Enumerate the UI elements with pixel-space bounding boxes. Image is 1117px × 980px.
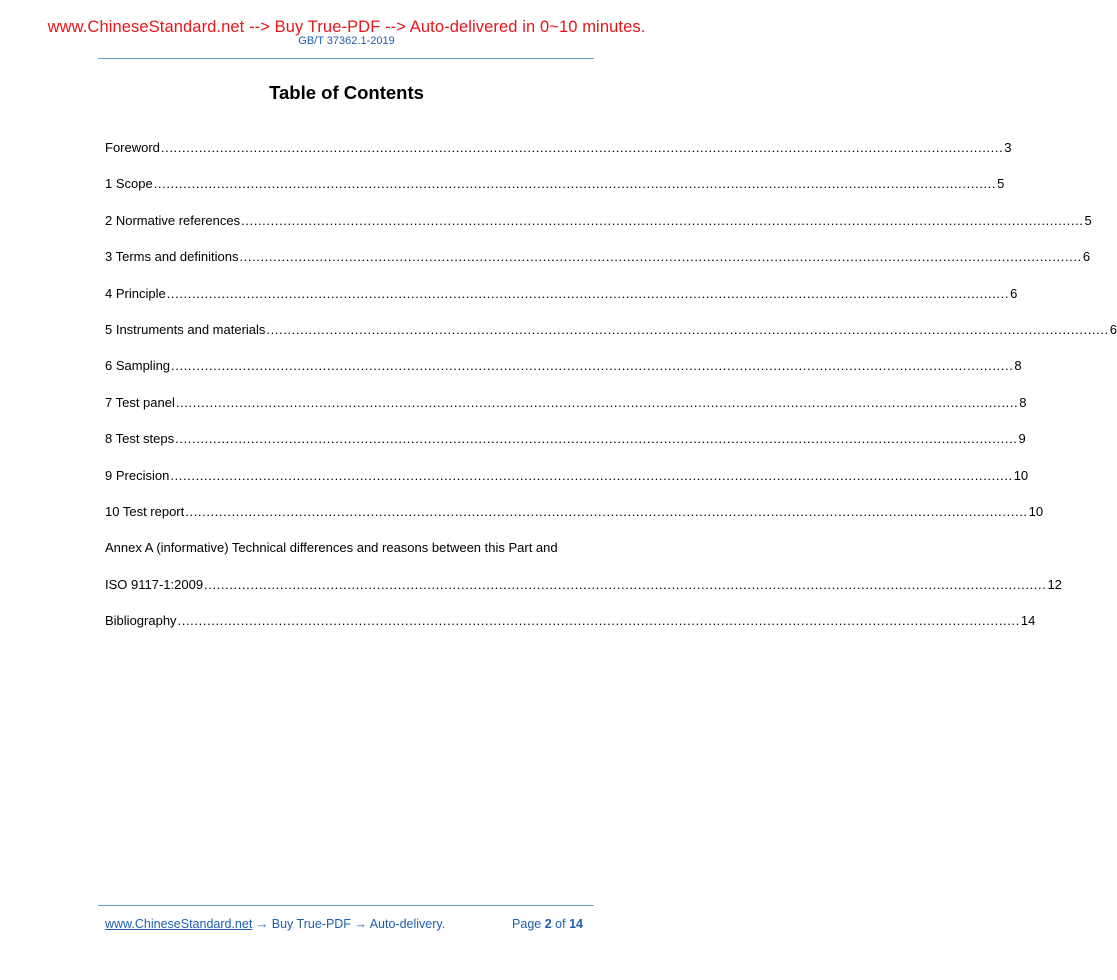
toc-entry[interactable] [105,285,1018,322]
page-label: Page [512,917,542,931]
toc-dot-leader: ........................................................................................................................................................................................................ [239,249,1082,265]
page-indicator [512,917,583,931]
toc-entry[interactable] [105,503,1044,540]
toc-entry-label: 9 Precision [105,467,170,483]
toc-dot-leader: ........................................................................................................................................................................................................ [204,576,1047,592]
toc-page-number: 5 [1084,212,1092,228]
toc-page-number: 5 [997,176,1005,192]
toc-entry-label: ISO 9117-1:2009 [105,576,204,592]
toc-page-number: 12 [1047,576,1062,592]
toc-dot-leader: ........................................................................................................................................................................................................ [160,140,1004,155]
toc-entry-label: 1 Scope [105,176,153,192]
toc-entry[interactable] [105,249,1091,285]
toc-dot-leader: ........................................................................................................................................................................................................ [153,176,997,192]
toc-entry-label: 5 Instruments and materials [105,321,266,337]
toc-entry[interactable] [105,140,1012,176]
footer-divider [98,905,594,906]
toc-dot-leader: ........................................................................................................................................................................................................ [177,613,1020,629]
toc-dot-leader: ........................................................................................................................................................................................................ [175,431,1018,447]
toc-dot-leader: ........................................................................................................................................................................................................ [241,212,1084,228]
toc-page-number: 10 [1028,503,1044,519]
toc-page-number: 3 [1004,140,1012,155]
page-current: 2 [544,917,552,931]
toc-entry[interactable] [105,576,1062,613]
toc-entry-label: 8 Test steps [105,431,175,447]
toc-entry-label: 2 Normative references [105,212,241,228]
toc-entry[interactable] [105,212,1092,249]
toc-dot-leader: ........................................................................................................................................................................................................ [170,467,1013,483]
toc-page-number: 10 [1013,467,1029,483]
toc-entry[interactable] [105,431,1026,467]
toc-page-number: 6 [1082,249,1091,265]
header-divider [98,58,594,59]
toc-page-number: 14 [1020,613,1036,629]
toc-entry[interactable] [105,394,1027,431]
toc-page-number: 6 [1010,285,1018,301]
footer [105,917,588,931]
toc-dot-leader: ........................................................................................................................................................................................................ [185,503,1028,519]
footer-tagline: → Buy True-PDF → Auto-delivery. [252,917,446,931]
toc-dot-leader: ........................................................................................................................................................................................................ [175,394,1019,410]
toc-entry-label: Annex A (informative) Technical differences and reasons between this Part and [105,540,558,556]
toc-page-number: 8 [1014,358,1022,374]
toc-entry-label: 7 Test panel [105,394,175,410]
table-of-contents [105,140,1117,649]
toc-entry[interactable] [105,358,1022,394]
toc-dot-leader: ........................................................................................................................................................................................................ [266,321,1109,337]
toc-entry[interactable] [105,467,1029,504]
toc-entry[interactable] [105,540,588,576]
promo-banner[interactable]: www.ChineseStandard.net --> Buy True-PDF --> Auto-delivered in 0~10 minutes. [47,18,646,36]
footer-link[interactable]: www.ChineseStandard.net [105,917,253,931]
toc-entry-label: 3 Terms and definitions [105,249,239,265]
page-total: 14 [569,917,583,931]
toc-page-number: 9 [1018,431,1026,447]
page-of: of [555,917,566,931]
toc-entry-label: 4 Principle [105,285,166,301]
toc-dot-leader: ........................................................................................................................................................................................................ [166,285,1010,301]
toc-entry-label: 10 Test report [105,503,185,519]
toc-page-number: 8 [1019,394,1027,410]
toc-entry-label: Foreword [105,140,160,155]
page-title: Table of Contents [269,82,424,103]
toc-entry[interactable] [105,321,1117,358]
toc-entry-label: Bibliography [105,613,177,629]
document-code: GB/T 37362.1-2019 [298,35,395,47]
toc-entry[interactable] [105,613,1036,649]
toc-entry[interactable] [105,176,1005,212]
toc-dot-leader: ........................................................................................................................................................................................................ [171,358,1014,374]
toc-entry-label: 6 Sampling [105,358,171,374]
toc-page-number: 6 [1109,321,1117,337]
